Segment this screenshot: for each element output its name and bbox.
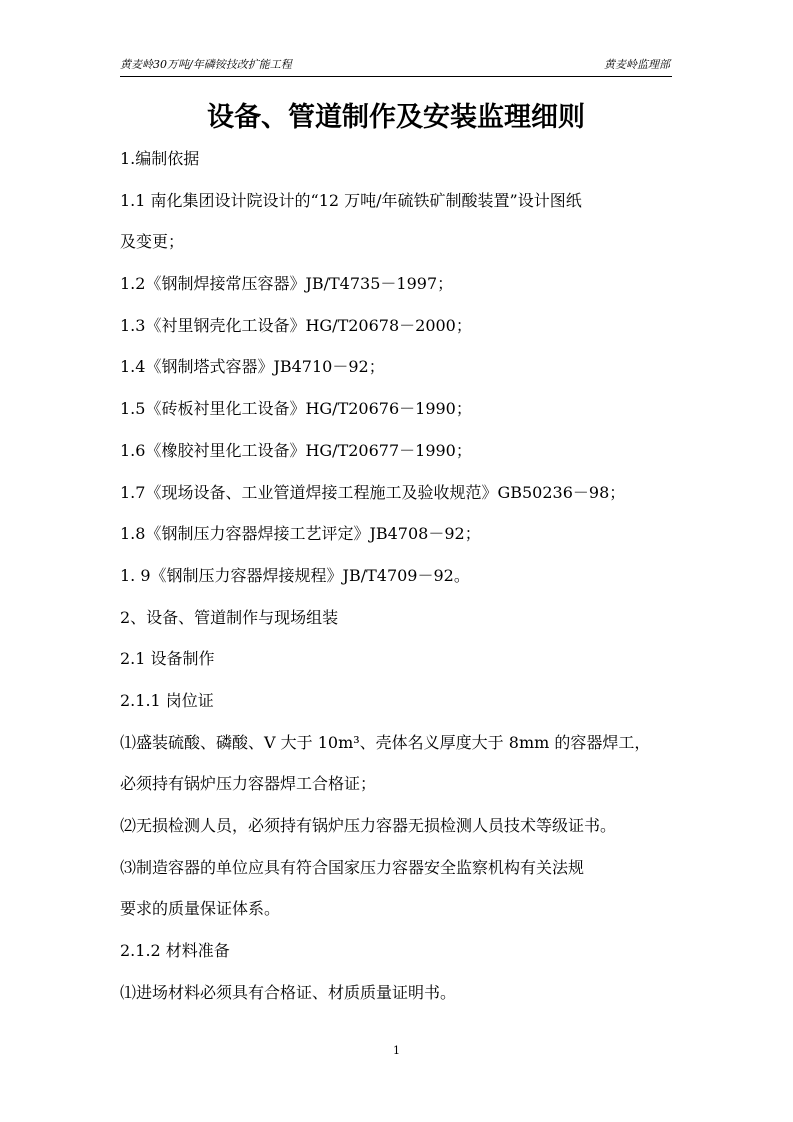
section-heading-fabrication: 2、设备、管道制作与现场组装 — [120, 607, 339, 627]
subsection-heading-materials: 2.1.2 材料准备 — [120, 941, 230, 961]
basis-item-1-3: 1.3《衬里钢壳化工设备》HG/T20678－2000； — [120, 315, 472, 335]
basis-item-1-2: 1.2《钢制焊接常压容器》JB/T4735－1997； — [120, 274, 454, 294]
subsection-heading-certificates: 2.1.1 岗位证 — [120, 690, 214, 710]
document-title: 设备、管道制作及安装监理细则 — [207, 102, 585, 133]
basis-item-1-1: 1.1 南化集团设计院设计的“12 万吨/年硫铁矿制酸装置”设计图纸 — [120, 190, 582, 210]
requirement-item-1-continued: 必须持有锅炉压力容器焊工合格证； — [120, 774, 377, 794]
requirement-item-3: ⑶制造容器的单位应具有符合国家压力容器安全监察机构有关法规 — [120, 857, 585, 877]
header-project-name: 黄麦岭30万吨/年磷铵技改扩能工程 — [120, 58, 292, 71]
basis-item-1-9: 1. 9《钢制压力容器焊接规程》JB/T4709－92。 — [120, 565, 470, 585]
page-header — [120, 56, 672, 77]
document-body — [120, 138, 680, 1013]
basis-item-1-7: 1.7《现场设备、工业管道焊接工程施工及验收规范》GB50236－98； — [120, 482, 626, 502]
requirement-item-1: ⑴盛装硫酸、磷酸、V 大于 10m³、壳体名义厚度大于 8mm 的容器焊工， — [120, 732, 651, 752]
basis-item-1-8: 1.8《钢制压力容器焊接工艺评定》JB4708－92； — [120, 524, 481, 544]
materials-item-1: ⑴进场材料必须具有合格证、材质质量证明书。 — [120, 982, 457, 1002]
basis-item-1-5: 1.5《砖板衬里化工设备》HG/T20676－1990； — [120, 399, 472, 419]
section-heading-basis: 1.编制依据 — [120, 149, 200, 168]
basis-item-1-4: 1.4《钢制塔式容器》JB4710－92； — [120, 357, 385, 377]
subsection-heading-equipment: 2.1 设备制作 — [120, 649, 215, 669]
header-department: 黄麦岭监理部 — [604, 58, 670, 71]
basis-item-1-6: 1.6《橡胶衬里化工设备》HG/T20677－1990； — [120, 440, 472, 460]
page-number: 1 — [393, 1044, 400, 1057]
basis-item-1-1-continued: 及变更； — [120, 232, 185, 252]
requirement-item-2: ⑵无损检测人员，必须持有锅炉压力容器无损检测人员技术等级证书。 — [120, 816, 617, 835]
requirement-item-3-continued: 要求的质量保证体系。 — [120, 899, 281, 919]
